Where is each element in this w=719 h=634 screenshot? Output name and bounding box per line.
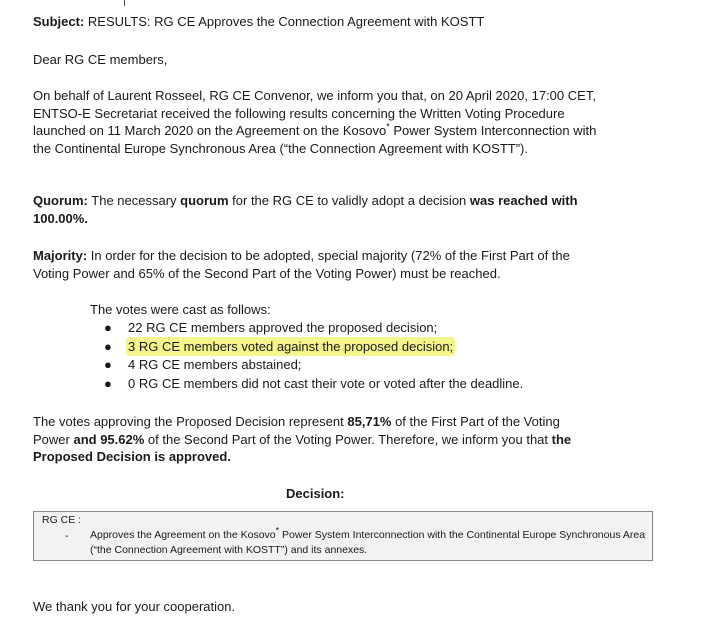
- rgce-label: RG CE :: [42, 514, 82, 526]
- second-part-percent: and 95.62%: [73, 431, 145, 447]
- decision-text-a: Approves the Agreement on the Kosovo: [90, 529, 276, 541]
- subject-line: [33, 13, 603, 31]
- bullet-icon: ●: [104, 357, 112, 372]
- summary-paragraph: [33, 413, 598, 466]
- vote-approved: 22 RG CE members approved the proposed decision;: [128, 320, 438, 335]
- decision-item: [90, 525, 646, 558]
- quorum-text-1: The necessary: [87, 193, 181, 208]
- majority-text: In order for the decision to be adopted, special majority (72% of the First Part of the Voting Power and 65% of the Second Part of the Voting Power) must be reached.: [33, 248, 570, 281]
- first-part-percent: 85,71%: [347, 414, 392, 429]
- decision-text-b: Power System Interconnection with the Continental Europe Synchronous Area (“the Connection Agreement with KOSTT”) and its annexes.: [90, 529, 646, 556]
- greeting: Dear RG CE members,: [33, 52, 168, 67]
- closing-line: We thank you for your cooperation.: [33, 599, 236, 614]
- summary-text-2: of the First Part of the Voting Power: [33, 414, 560, 447]
- list-item: [100, 356, 523, 375]
- list-item: [100, 319, 523, 338]
- summary-text-1: The votes approving the Proposed Decision represent: [33, 414, 348, 429]
- quorum-text-2: for the RG CE to validly adopt a decision: [228, 193, 470, 208]
- bullet-icon: ●: [104, 375, 112, 391]
- vote-not-cast: 0 RG CE members did not cast their vote or voted after the deadline.: [128, 375, 524, 391]
- majority-paragraph: [33, 247, 603, 282]
- vote-abstained: 4 RG CE members abstained;: [128, 357, 302, 372]
- vote-list: [100, 319, 523, 393]
- subject-label: Subject:: [33, 14, 85, 29]
- dash-icon: -: [65, 530, 69, 542]
- decision-footnote-mark: *: [275, 525, 280, 536]
- list-item: [100, 338, 523, 357]
- decision-heading: Decision:: [286, 486, 345, 501]
- quorum-bold-1: quorum: [180, 193, 229, 208]
- subject-text: RESULTS: RG CE Approves the Connection Agreement with KOSTT: [84, 14, 485, 29]
- kosovo-footnote-mark: *: [386, 121, 390, 132]
- quorum-result: was reached with 100.00%.: [33, 193, 578, 226]
- quorum-label: Quorum:: [33, 193, 88, 208]
- vote-against-highlighted: 3 RG CE members voted against the proposed decision;: [128, 338, 454, 354]
- majority-label: Majority:: [33, 248, 88, 263]
- bullet-icon: ●: [104, 338, 112, 354]
- list-item: [100, 375, 523, 394]
- votes-intro: The votes were cast as follows:: [90, 302, 271, 317]
- intro-paragraph: [33, 87, 598, 157]
- intro-text-b: Power System Interconnection with the Continental Europe Synchronous Area (“the Connection Agreement with KOSTT”).: [33, 123, 597, 156]
- approval-statement: the Proposed Decision is approved.: [33, 431, 572, 464]
- quorum-paragraph: [33, 192, 603, 227]
- decision-box: [33, 511, 653, 561]
- intro-text-a: On behalf of Laurent Rosseel, RG CE Convenor, we inform you that, on 20 April 2020, 17:00 CET, ENTSO-E Secretariat received the following results concerning the Written Voting Procedure launched on 11 March 2020 on the Agreement on the Kosovo: [33, 88, 596, 138]
- scan-mark: [124, 0, 125, 6]
- summary-text-3: of the Second Part of the Voting Power. Therefore, we inform you that: [144, 431, 552, 447]
- bullet-icon: ●: [104, 320, 112, 335]
